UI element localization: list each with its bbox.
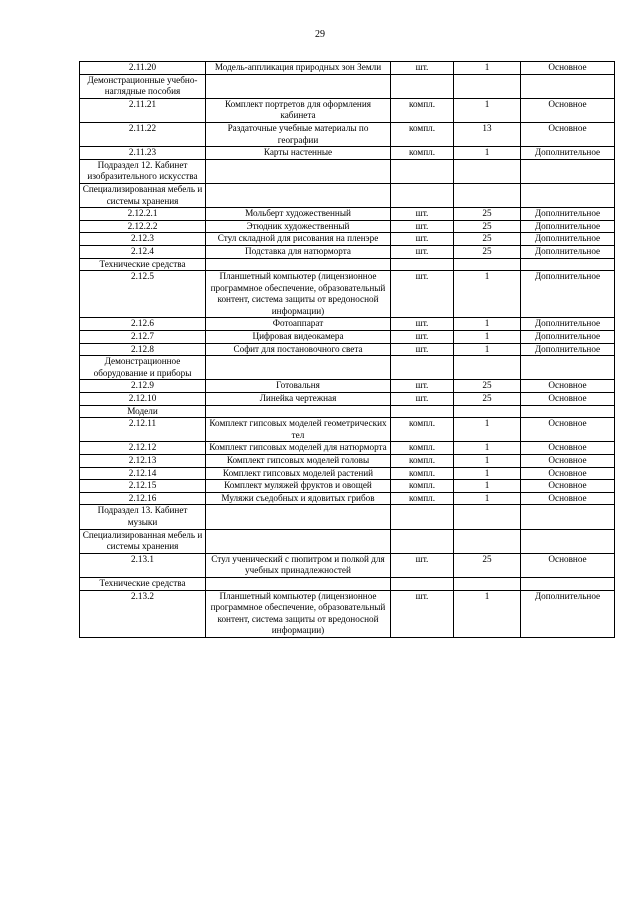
table-row: [80, 492, 615, 505]
item-unit-cell: компл.: [391, 467, 454, 480]
item-type-cell: Основное: [521, 98, 615, 122]
table-row: [80, 208, 615, 221]
item-unit-cell: шт.: [391, 380, 454, 393]
item-code-cell: 2.11.22: [80, 122, 206, 146]
item-type-cell: Дополнительное: [521, 318, 615, 331]
item-type-cell: Основное: [521, 442, 615, 455]
table-row: [80, 147, 615, 160]
empty-cell: [391, 505, 454, 529]
empty-cell: [391, 577, 454, 590]
section-row: [80, 577, 615, 590]
empty-cell: [454, 505, 521, 529]
section-row: [80, 183, 615, 207]
item-quantity-cell: 1: [454, 455, 521, 468]
item-unit-cell: шт.: [391, 220, 454, 233]
table-row: [80, 271, 615, 318]
section-row: [80, 258, 615, 271]
item-type-cell: Дополнительное: [521, 245, 615, 258]
empty-cell: [206, 159, 391, 183]
item-unit-cell: шт.: [391, 318, 454, 331]
table-row: [80, 331, 615, 344]
empty-cell: [206, 577, 391, 590]
item-type-cell: Основное: [521, 480, 615, 493]
table-row: [80, 380, 615, 393]
item-name-cell: Мольберт художественный: [206, 208, 391, 221]
item-type-cell: Основное: [521, 492, 615, 505]
item-code-cell: 2.13.2: [80, 590, 206, 637]
section-row: [80, 529, 615, 553]
table-row: [80, 590, 615, 637]
empty-cell: [206, 529, 391, 553]
item-code-cell: 2.12.13: [80, 455, 206, 468]
item-unit-cell: компл.: [391, 122, 454, 146]
item-type-cell: Основное: [521, 62, 615, 75]
page-number: 29: [315, 29, 325, 40]
item-name-cell: Муляжи съедобных и ядовитых грибов: [206, 492, 391, 505]
section-label-cell: Демонстрационное оборудование и приборы: [80, 356, 206, 380]
item-quantity-cell: 25: [454, 208, 521, 221]
item-name-cell: Планшетный компьютер (лицензионное программное обеспечение, образовательный контент, система защиты от вредоносной информации): [206, 590, 391, 637]
item-code-cell: 2.12.10: [80, 393, 206, 406]
item-type-cell: Основное: [521, 467, 615, 480]
empty-cell: [391, 159, 454, 183]
empty-cell: [454, 74, 521, 98]
section-label-cell: Технические средства: [80, 258, 206, 271]
empty-cell: [206, 74, 391, 98]
item-name-cell: Стул складной для рисования на пленэре: [206, 233, 391, 246]
item-unit-cell: компл.: [391, 480, 454, 493]
item-name-cell: Раздаточные учебные материалы по географии: [206, 122, 391, 146]
table-row: [80, 122, 615, 146]
section-row: [80, 356, 615, 380]
item-quantity-cell: 1: [454, 418, 521, 442]
item-code-cell: 2.11.20: [80, 62, 206, 75]
item-unit-cell: компл.: [391, 492, 454, 505]
item-unit-cell: шт.: [391, 271, 454, 318]
item-code-cell: 2.13.1: [80, 553, 206, 577]
empty-cell: [206, 356, 391, 380]
empty-cell: [521, 529, 615, 553]
item-type-cell: Основное: [521, 553, 615, 577]
item-code-cell: 2.12.6: [80, 318, 206, 331]
item-code-cell: 2.12.2.2: [80, 220, 206, 233]
table-row: [80, 467, 615, 480]
section-row: [80, 405, 615, 418]
item-name-cell: Готовальня: [206, 380, 391, 393]
item-unit-cell: шт.: [391, 208, 454, 221]
empty-cell: [521, 74, 615, 98]
empty-cell: [521, 258, 615, 271]
empty-cell: [454, 356, 521, 380]
item-unit-cell: шт.: [391, 245, 454, 258]
empty-cell: [206, 258, 391, 271]
item-code-cell: 2.12.2.1: [80, 208, 206, 221]
item-unit-cell: шт.: [391, 553, 454, 577]
item-unit-cell: шт.: [391, 343, 454, 356]
item-code-cell: 2.12.8: [80, 343, 206, 356]
table-row: [80, 480, 615, 493]
item-name-cell: Линейка чертежная: [206, 393, 391, 406]
item-name-cell: Планшетный компьютер (лицензионное программное обеспечение, образовательный контент, система защиты от вредоносной информации): [206, 271, 391, 318]
item-code-cell: 2.12.16: [80, 492, 206, 505]
section-label-cell: Подраздел 12. Кабинет изобразительного искусства: [80, 159, 206, 183]
item-type-cell: Дополнительное: [521, 590, 615, 637]
item-code-cell: 2.12.5: [80, 271, 206, 318]
table-row: [80, 62, 615, 75]
item-name-cell: Комплект гипсовых моделей растений: [206, 467, 391, 480]
item-code-cell: 2.11.21: [80, 98, 206, 122]
item-quantity-cell: 25: [454, 220, 521, 233]
table-row: [80, 343, 615, 356]
item-code-cell: 2.12.11: [80, 418, 206, 442]
empty-cell: [454, 183, 521, 207]
table-row: [80, 442, 615, 455]
empty-cell: [521, 577, 615, 590]
section-row: [80, 159, 615, 183]
item-type-cell: Основное: [521, 418, 615, 442]
item-unit-cell: компл.: [391, 98, 454, 122]
empty-cell: [206, 405, 391, 418]
item-quantity-cell: 1: [454, 98, 521, 122]
item-quantity-cell: 1: [454, 590, 521, 637]
item-type-cell: Основное: [521, 393, 615, 406]
equipment-table: [79, 61, 615, 638]
empty-cell: [454, 258, 521, 271]
item-type-cell: Основное: [521, 455, 615, 468]
item-name-cell: Комплект портретов для оформления кабинета: [206, 98, 391, 122]
empty-cell: [391, 529, 454, 553]
section-label-cell: Технические средства: [80, 577, 206, 590]
empty-cell: [521, 505, 615, 529]
item-quantity-cell: 25: [454, 393, 521, 406]
section-label-cell: Демонстрационные учебно-наглядные пособия: [80, 74, 206, 98]
item-type-cell: Дополнительное: [521, 331, 615, 344]
section-label-cell: Специализированная мебель и системы хранения: [80, 183, 206, 207]
table-row: [80, 220, 615, 233]
section-row: [80, 74, 615, 98]
empty-cell: [454, 159, 521, 183]
item-code-cell: 2.12.3: [80, 233, 206, 246]
item-quantity-cell: 1: [454, 147, 521, 160]
item-type-cell: Основное: [521, 380, 615, 393]
table-row: [80, 233, 615, 246]
table-row: [80, 393, 615, 406]
empty-cell: [206, 183, 391, 207]
item-unit-cell: компл.: [391, 455, 454, 468]
item-type-cell: Дополнительное: [521, 147, 615, 160]
item-code-cell: 2.12.14: [80, 467, 206, 480]
item-quantity-cell: 1: [454, 442, 521, 455]
empty-cell: [521, 159, 615, 183]
item-unit-cell: шт.: [391, 233, 454, 246]
item-unit-cell: компл.: [391, 418, 454, 442]
item-name-cell: Стул ученический с пюпитром и полкой для учебных принадлежностей: [206, 553, 391, 577]
item-type-cell: Дополнительное: [521, 220, 615, 233]
section-label-cell: Модели: [80, 405, 206, 418]
empty-cell: [391, 74, 454, 98]
item-quantity-cell: 13: [454, 122, 521, 146]
item-unit-cell: компл.: [391, 147, 454, 160]
item-quantity-cell: 1: [454, 62, 521, 75]
table-row: [80, 553, 615, 577]
empty-cell: [454, 577, 521, 590]
item-type-cell: Основное: [521, 122, 615, 146]
item-quantity-cell: 1: [454, 343, 521, 356]
item-name-cell: Модель-аппликация природных зон Земли: [206, 62, 391, 75]
empty-cell: [521, 356, 615, 380]
item-quantity-cell: 1: [454, 480, 521, 493]
item-quantity-cell: 1: [454, 271, 521, 318]
item-quantity-cell: 1: [454, 331, 521, 344]
item-name-cell: Комплект гипсовых моделей головы: [206, 455, 391, 468]
empty-cell: [391, 405, 454, 418]
item-name-cell: Комплект муляжей фруктов и овощей: [206, 480, 391, 493]
empty-cell: [206, 505, 391, 529]
item-code-cell: 2.12.7: [80, 331, 206, 344]
item-unit-cell: шт.: [391, 331, 454, 344]
section-label-cell: Специализированная мебель и системы хранения: [80, 529, 206, 553]
item-quantity-cell: 25: [454, 553, 521, 577]
item-quantity-cell: 25: [454, 380, 521, 393]
empty-cell: [454, 405, 521, 418]
empty-cell: [521, 183, 615, 207]
section-row: [80, 505, 615, 529]
item-code-cell: 2.12.4: [80, 245, 206, 258]
item-type-cell: Дополнительное: [521, 233, 615, 246]
item-code-cell: 2.12.9: [80, 380, 206, 393]
item-name-cell: Комплект гипсовых моделей для натюрморта: [206, 442, 391, 455]
item-name-cell: Комплект гипсовых моделей геометрических тел: [206, 418, 391, 442]
item-quantity-cell: 1: [454, 492, 521, 505]
item-quantity-cell: 1: [454, 467, 521, 480]
table-row: [80, 418, 615, 442]
empty-cell: [454, 529, 521, 553]
table-row: [80, 455, 615, 468]
item-unit-cell: шт.: [391, 62, 454, 75]
item-unit-cell: компл.: [391, 442, 454, 455]
table-row: [80, 318, 615, 331]
item-quantity-cell: 25: [454, 233, 521, 246]
item-quantity-cell: 1: [454, 318, 521, 331]
item-code-cell: 2.11.23: [80, 147, 206, 160]
item-name-cell: Софит для постановочного света: [206, 343, 391, 356]
item-quantity-cell: 25: [454, 245, 521, 258]
empty-cell: [391, 258, 454, 271]
item-code-cell: 2.12.12: [80, 442, 206, 455]
item-type-cell: Дополнительное: [521, 208, 615, 221]
item-name-cell: Цифровая видеокамера: [206, 331, 391, 344]
empty-cell: [391, 183, 454, 207]
item-name-cell: Этюдник художественный: [206, 220, 391, 233]
item-type-cell: Дополнительное: [521, 343, 615, 356]
item-type-cell: Дополнительное: [521, 271, 615, 318]
item-name-cell: Карты настенные: [206, 147, 391, 160]
item-name-cell: Подставка для натюрморта: [206, 245, 391, 258]
item-unit-cell: шт.: [391, 393, 454, 406]
empty-cell: [391, 356, 454, 380]
section-label-cell: Подраздел 13. Кабинет музыки: [80, 505, 206, 529]
item-unit-cell: шт.: [391, 590, 454, 637]
table-row: [80, 245, 615, 258]
item-name-cell: Фотоаппарат: [206, 318, 391, 331]
item-code-cell: 2.12.15: [80, 480, 206, 493]
empty-cell: [521, 405, 615, 418]
table-row: [80, 98, 615, 122]
